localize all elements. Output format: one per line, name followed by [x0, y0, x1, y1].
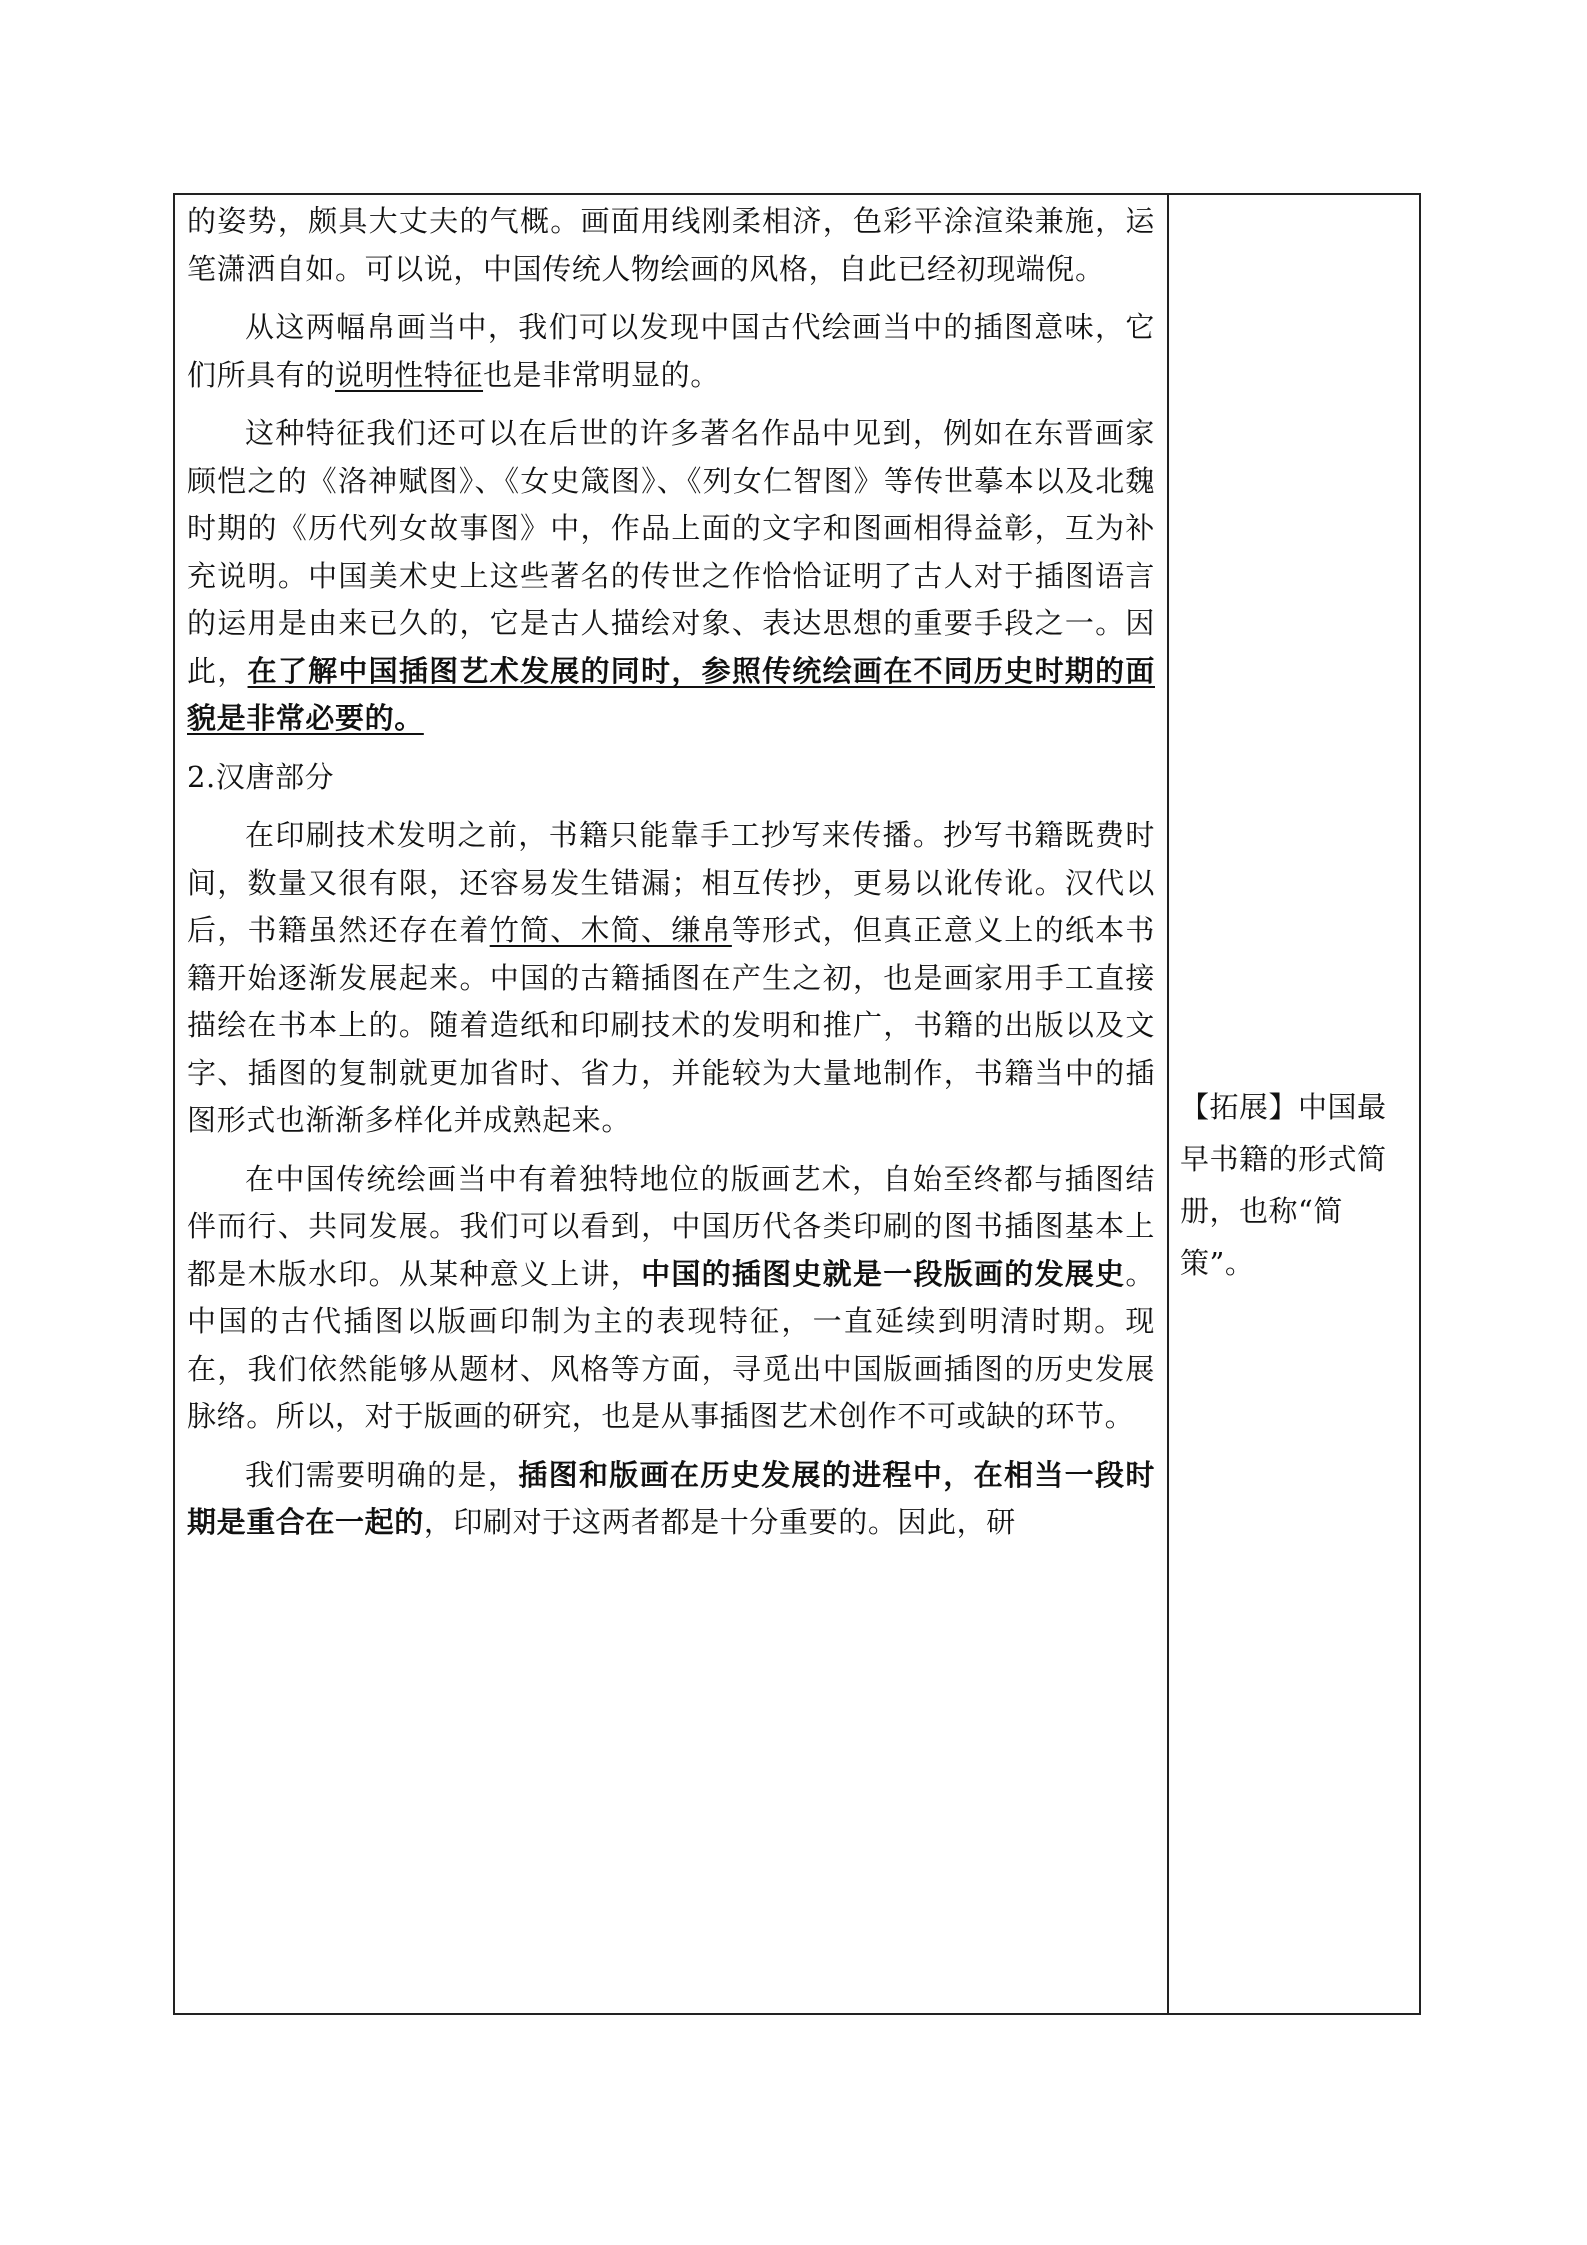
emphasized-statement: 在了解中国插图艺术发展的同时，参照传统绘画在不同历史时期的面貌是非常必要的。 [187, 653, 1155, 735]
main-column [187, 198, 1155, 1558]
paragraph-4-text: 在印刷技术发明之前，书籍只能靠手工抄写来传播。抄写书籍既费时间，数量又很有限，还容易发生错漏；相互传抄，更易以讹传讹。汉代以后，书籍虽然还存在着 [187, 818, 1155, 947]
paragraph-3-text: 这种特征我们还可以在后世的许多著名作品中见到，例如在东晋画家顾恺之的《洛神赋图》、《女史箴图》、《列女仁智图》等传世摹本以及北魏时期的《历代列女故事图》中，作品上面的文字和图画相得益彰，互为补充说明。中国美术史上这些著名的传世之作恰恰证明了古人对于插图语言的运用是由来已久的，它是古人描绘对象、表达思想的重要手段之一。因此， [187, 416, 1155, 688]
paragraph-5-text-end: 。中国的古代插图以版画印制为主的表现特征，一直延续到明清时期。现在，我们依然能够从题材、风格等方面，寻觅出中国版画插图的历史发展脉络。所以，对于版画的研究，也是从事插图艺术创作不可或缺的环节。 [187, 1256, 1155, 1433]
paragraph-6-text-end: ，印刷对于这两者都是十分重要的。因此，研 [423, 1505, 1016, 1539]
paragraph-5-text: 在中国传统绘画当中有着独特地位的版画艺术，自始至终都与插图结伴而行、共同发展。我们可以看到，中国历代各类印刷的图书插图基本上都是木版水印。从某种意义上讲， [187, 1161, 1155, 1291]
paragraph-6-text: 我们需要明确的是， [245, 1457, 519, 1492]
paragraph-2-text-end: 也是非常明显的。 [483, 357, 720, 392]
paragraph-5 [187, 1156, 1155, 1441]
section-heading: 2.汉唐部分 [187, 759, 335, 794]
underlined-term: 说明性特征 [335, 357, 484, 392]
side-note-column [1180, 1081, 1412, 1289]
paragraph-1: 的姿势，颇具大丈夫的气概。画面用线刚柔相济，色彩平涂渲染兼施，运笔潇洒自如。可以说，中国传统人物绘画的风格，自此已经初现端倪。 [187, 204, 1155, 286]
bold-statement: 中国的插图史就是一段版画的发展史 [641, 1256, 1126, 1291]
paragraph-2-text: 从这两幅帛画当中，我们可以发现中国古代绘画当中的插图意味，它们所具有的 [187, 310, 1155, 392]
bold-statement: 插图和版画在历史发展的进程中，在相当一段时期是重合在一起的 [187, 1457, 1155, 1539]
column-divider [1167, 193, 1169, 2015]
paragraph-4-text-end: 等形式，但真正意义上的纸本书籍开始逐渐发展起来。中国的古籍插图在产生之初，也是画家用手工直接描绘在书本上的。随着造纸和印刷技术的发明和推广，书籍的出版以及文字、插图的复制就更加省时、省力，并能较为大量地制作，书籍当中的插图形式也渐渐多样化并成熟起来。 [187, 913, 1155, 1137]
underlined-term: 竹简、木简、缣帛 [489, 913, 732, 947]
side-note: 【拓展】中国最早书籍的形式简册，也称“简策”。 [1180, 1090, 1387, 1280]
paragraph-2 [187, 304, 1155, 399]
paragraph-4 [187, 812, 1155, 1145]
paragraph-6 [187, 1452, 1155, 1547]
paragraph-3 [187, 410, 1155, 743]
